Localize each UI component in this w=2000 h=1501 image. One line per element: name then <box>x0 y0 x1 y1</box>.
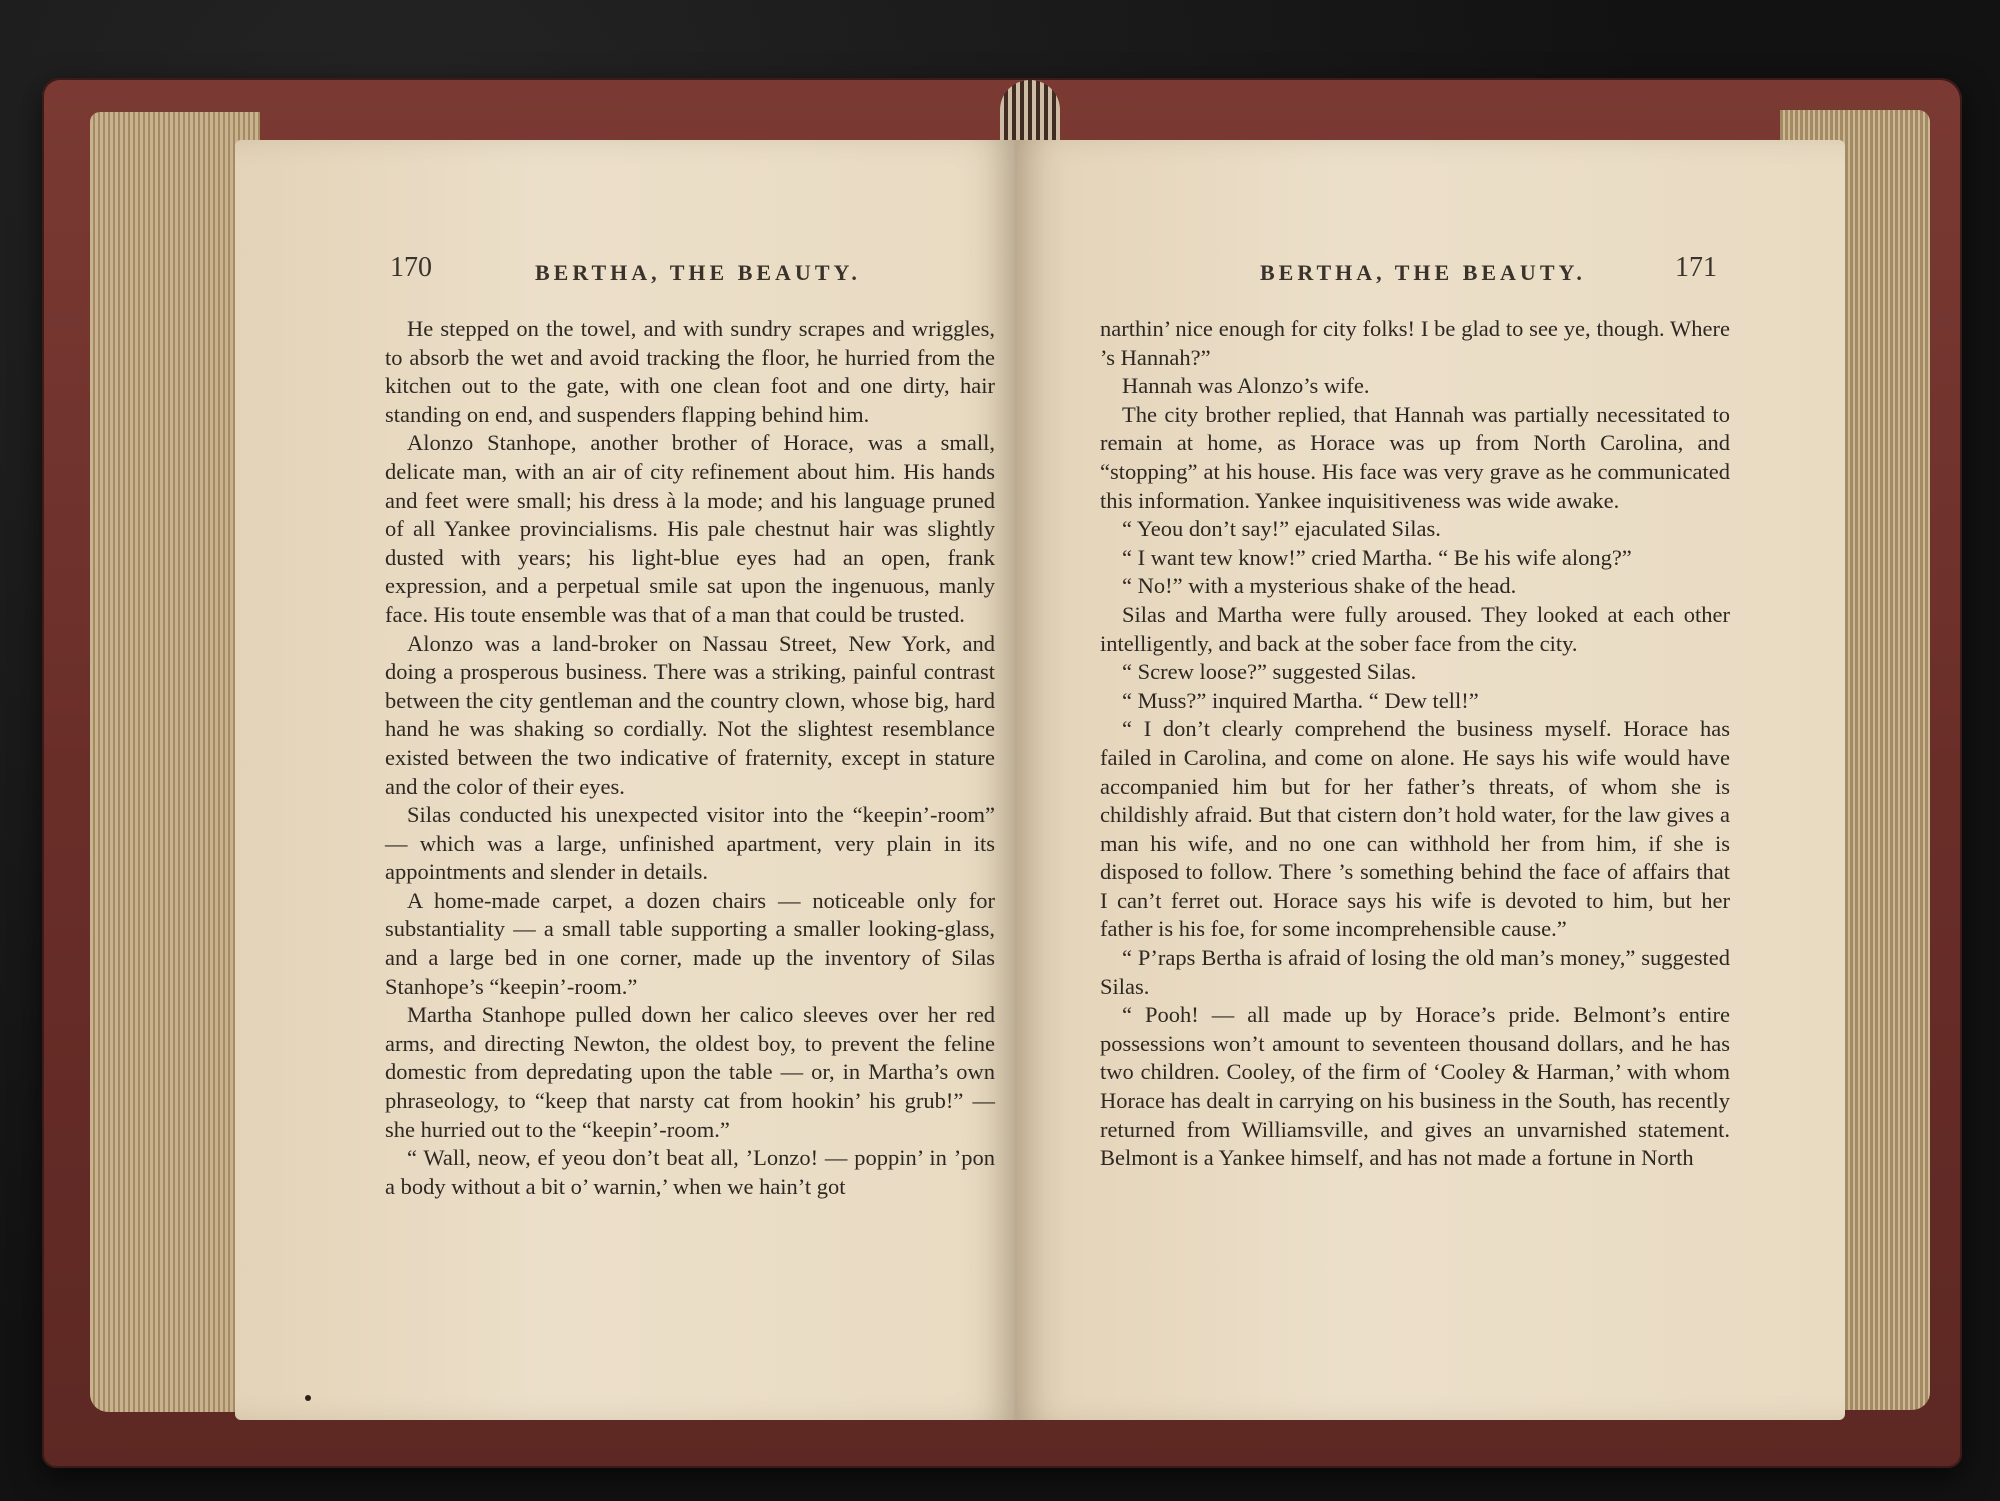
paragraph: Martha Stanhope pulled down her calico sleeves over her red arms, and directing Newton, the oldest boy, to prevent the feline domestic from depredating upon the table — or, in Martha’s own phraseology, to “keep that narsty cat from hookin’ his grub!” — she hurried out to the “keepin’-room.” <box>385 1002 995 1142</box>
paragraph: Silas and Martha were fully aroused. They looked at each other intelligently, and back at the sober face from the city. <box>1100 601 1730 656</box>
left-page <box>235 140 1015 1420</box>
paragraph: “ Wall, neow, ef yeou don’t beat all, ’Lonzo! — poppin’ in ’pon a body without a bit o’ warnin,’ when we hain’t got <box>385 1145 995 1199</box>
ink-speck <box>305 1395 311 1401</box>
paragraph: “ I don’t clearly comprehend the business myself. Horace has failed in Carolina, and come on alone. He says his wife would have accompanied him but for her father’s threats, of whom she is childishly afraid. But that cistern don’t hold water, for the law gives a man his wife, and no one can withhold her from him, if she is disposed to follow. There ’s something behind the face of affairs that I can’t ferret out. Horace says his wife is devoted to him, but her father is his foe, for some incomprehensible cause.” <box>1100 716 1730 942</box>
paragraph: The city brother replied, that Hannah was partially necessitated to remain at home, as Horace was up from North Carolina, and “stopping” at his house. His face was very grave as he communicated this information. Yankee inquisitiveness was wide awake. <box>1100 401 1730 513</box>
book-spine-binding <box>1000 80 1060 140</box>
paragraph: “ Muss?” inquired Martha. “ Dew tell!” <box>1122 687 1479 713</box>
paragraph: Hannah was Alonzo’s wife. <box>1122 373 1370 399</box>
paragraph: Alonzo was a land-broker on Nassau Street, New York, and doing a prosperous business. There was a striking, painful contrast between the city gentleman and the country clown, whose big, hard hand he was shaking so cordially. Not the slightest resemblance existed between the two indicative of fraternity, except in stature and the color of their eyes. <box>385 630 995 799</box>
paragraph: “ Pooh! — all made up by Horace’s pride. Belmont’s entire possessions won’t amount to seventeen thousand dollars, and he has two children. Cooley, of the firm of ‘Cooley & Harman,’ with whom Horace has dealt in carrying on his business in the South, has recently returned from Williamsville, and gives an unvarnished statement. Belmont is a Yankee himself, and has not made a fortune in North <box>1100 1002 1730 1171</box>
page-number-right: 171 <box>1675 252 1717 283</box>
left-page-text <box>385 315 995 1201</box>
running-head-left: BERTHA, THE BEAUTY. <box>535 260 861 285</box>
paragraph: Alonzo Stanhope, another brother of Horace, was a small, delicate man, with an air of city refinement about him. His hands and feet were small; his dress à la mode; and his language pruned of all Yankee provincialisms. His pale chestnut hair was slightly dusted with years; his light-blue eyes had an open, frank expression, and a perpetual smile sat upon the ingenuous, manly face. His toute ensemble was that of a man that could be trusted. <box>385 430 995 627</box>
paragraph: Silas conducted his unexpected visitor into the “keepin’-room” — which was a large, unfinished apartment, very plain in its appointments and slender in details. <box>385 802 995 885</box>
paragraph: “ No!” with a mysterious shake of the head. <box>1122 573 1517 599</box>
paragraph: narthin’ nice enough for city folks! I be glad to see ye, though. Where ’s Hannah?” <box>1100 316 1730 370</box>
paragraph: “ Screw loose?” suggested Silas. <box>1122 659 1417 685</box>
paragraph: “ I want tew know!” cried Martha. “ Be his wife along?” <box>1122 544 1632 570</box>
paragraph: “ P’raps Bertha is afraid of losing the old man’s money,” suggested Silas. <box>1100 945 1730 999</box>
right-page <box>1015 140 1845 1420</box>
paragraph: He stepped on the towel, and with sundry scrapes and wriggles, to absorb the wet and avoid tracking the floor, he hurried from the kitchen out to the gate, with one clean foot and one dirty, hair standing on end, and suspenders flapping behind him. <box>385 316 995 427</box>
paragraph: A home-made carpet, a dozen chairs — noticeable only for substantiality — a small table supporting a smaller looking-glass, and a large bed in one corner, made up the inventory of Silas Stanhope’s “keepin’-room.” <box>385 887 995 999</box>
paragraph: “ Yeou don’t say!” ejaculated Silas. <box>1122 516 1441 542</box>
running-head-right: BERTHA, THE BEAUTY. <box>1260 260 1586 285</box>
right-page-text <box>1100 315 1730 1173</box>
page-number-left: 170 <box>390 252 432 283</box>
